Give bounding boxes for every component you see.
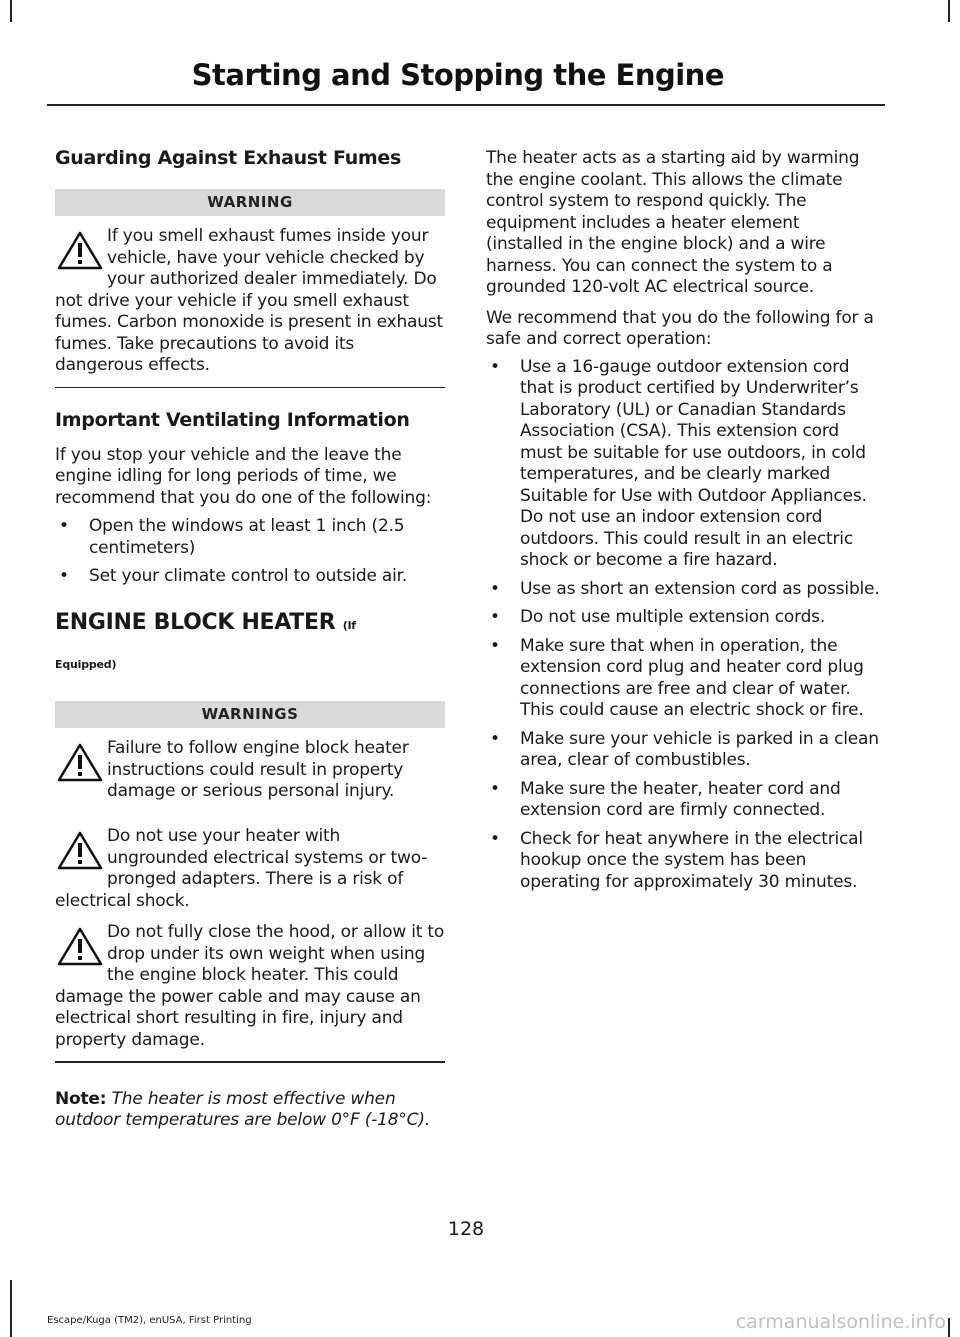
- warning-heater-2: [55, 826, 445, 912]
- warning-heater-1: [55, 738, 445, 816]
- list-item: • Make sure that when in operation, the extension cord plug and heater cord plug connections are free and clear of water. This could cause an electric shock or fire.: [490, 635, 864, 720]
- section-heading-exhaust: Guarding Against Exhaust Fumes: [55, 147, 402, 169]
- crop-mark-top-right-v: [948, 0, 950, 22]
- crop-mark-top-left-v: [10, 0, 12, 22]
- list-item: • Use a 16-gauge outdoor extension cord that is product certified by Underwriter’s Laboratory (UL) or Canadian Standards Association (CSA). This extension cord must be suitable for use outdoors, in cold temperatures, and be clearly marked Suitable for Use with Outdoor Appliances. Do not use an indoor extension cord outdoors. This could result in an electric shock or become a fire hazard.: [490, 356, 867, 570]
- warning-heater-3: [55, 922, 445, 1051]
- right-column: [486, 148, 881, 893]
- list-item: • Make sure the heater, heater cord and extension cord are firmly connected.: [490, 778, 841, 820]
- warning-text: Do not use your heater with ungrounded electrical systems or two-pronged adapters. There is a risk of electrical shock.: [55, 826, 428, 911]
- section-heading-engine-block-heater: ENGINE BLOCK HEATER (If: [55, 609, 356, 635]
- header-rule: [47, 104, 885, 106]
- list-item: • Open the windows at least 1 inch (2.5 centimeters): [59, 516, 405, 558]
- warning-triangle-icon: [55, 924, 105, 968]
- warning-triangle-icon: [55, 828, 105, 872]
- warning-triangle-icon: [55, 740, 105, 784]
- list-item: • Do not use multiple extension cords.: [490, 607, 826, 627]
- warning-label-bar: WARNING: [55, 189, 445, 217]
- page-title: Starting and Stopping the Engine: [191, 58, 724, 92]
- heater-description: The heater acts as a starting aid by warming the engine coolant. This allows the climate control system to respond quickly. The equipment includes a heater element (installed in the engine block) and a wire harness. You can connect the system to a grounded 120-volt AC electrical source.: [486, 148, 860, 297]
- ventilating-list: [55, 516, 445, 588]
- recommendation-intro: We recommend that you do the following for a safe and correct operation:: [486, 307, 874, 349]
- warning-text: Failure to follow engine block heater instructions could result in property damage or serious personal injury.: [107, 738, 409, 801]
- crop-mark-bottom-left-v: [10, 1280, 12, 1337]
- warning-text: If you smell exhaust fumes inside your vehicle, have your vehicle checked by your authorized dealer immediately. Do not drive your vehicle if you smell exhaust fumes. Carbon monoxide is present in exhaust fumes. Take precautions to avoid its dangerous effects.: [55, 226, 443, 375]
- page-number: 128: [447, 1218, 485, 1240]
- list-item: • Make sure your vehicle is parked in a clean area, clear of combustibles.: [490, 728, 879, 770]
- note-label: Note:: [55, 1088, 107, 1109]
- watermark: carmanualsonline.info: [735, 1311, 946, 1333]
- note-text: The heater is most effective when outdoor temperatures are below 0°F (-18°C).: [55, 1088, 430, 1130]
- warnings-label-bar: WARNINGS: [55, 701, 445, 729]
- warning-exhaust: [55, 226, 445, 377]
- left-column: [55, 145, 445, 1132]
- recommendation-list: [486, 357, 881, 894]
- document-info: Escape/Kuga (TM2), enUSA, First Printing: [47, 1315, 252, 1326]
- warning-text: Do not fully close the hood, or allow it to drop under its own weight when using the engine block heater. This could damage the power cable and may cause an electrical short resulting in fire, injury and property damage.: [55, 922, 445, 1050]
- heading-equipped-suffix: Equipped): [55, 658, 117, 671]
- section-heading-ventilating: Important Ventilating Information: [55, 409, 410, 431]
- list-item: • Use as short an extension cord as possible.: [490, 578, 880, 599]
- crop-mark-bottom-right-v: [948, 1318, 950, 1337]
- warning-triangle-icon: [55, 228, 105, 272]
- note: [55, 1089, 445, 1132]
- list-item: • Set your climate control to outside air.: [59, 566, 408, 586]
- ventilating-intro: If you stop your vehicle and the leave the engine idling for long periods of time, we recommend that you do one of the following:: [55, 444, 432, 508]
- list-item: • Check for heat anywhere in the electrical hookup once the system has been operating for approximately 30 minutes.: [490, 828, 863, 892]
